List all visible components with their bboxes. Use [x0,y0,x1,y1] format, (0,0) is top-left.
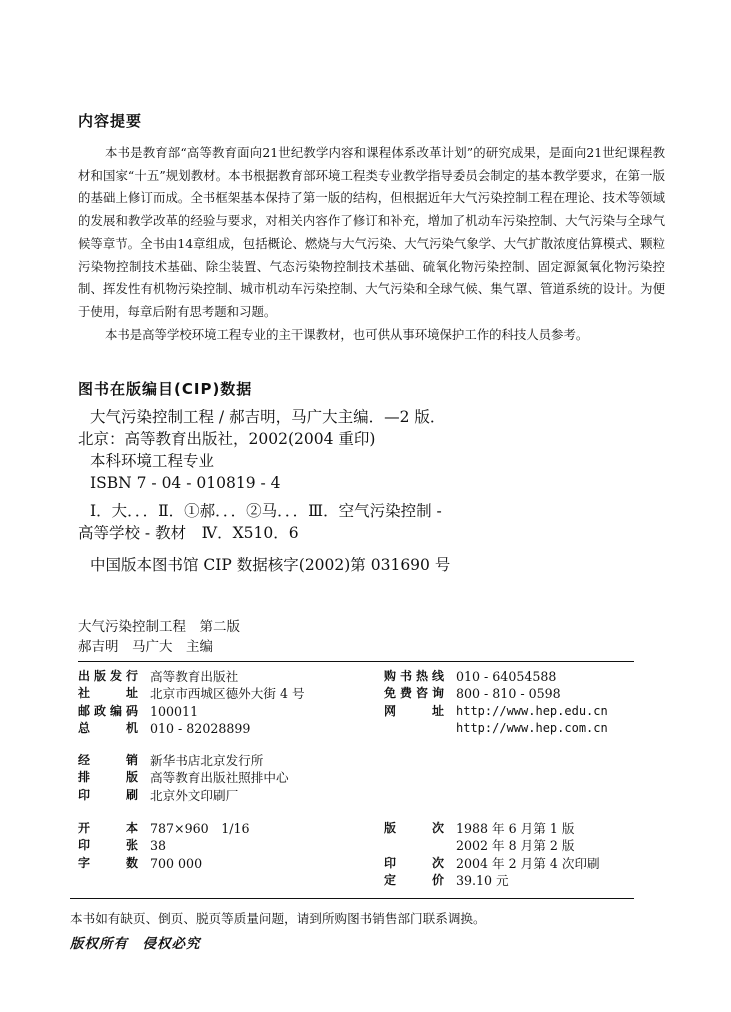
info-row: 排版 高等教育出版社照排中心 [78,770,289,786]
cip-line: 大气污染控制工程 / 郝吉明，马广大主编．—2 版． [90,408,446,426]
info-row: 定价 39.10 元 [384,872,509,888]
cip-line: 北京：高等教育出版社，2002(2004 重印) [78,430,376,448]
info-row [384,720,608,737]
contact-info [384,668,608,737]
book-title-block [78,617,240,657]
info-row: 印次 2004 年 2 月第 4 次印刷 [384,855,600,871]
summary-text [78,142,665,346]
edition-specs [384,820,600,889]
info-row: 免费咨询 800 - 810 - 0598 [384,686,561,702]
copyright-notice: 版权所有 侵权必究 [70,936,201,952]
info-row: 出版发行 高等教育出版社 [78,669,239,684]
website-link[interactable]: http://www.hep.com.cn [456,720,608,735]
format-specs [78,820,250,872]
book-editors: 郝吉明 马广大 主编 [78,639,213,655]
info-row: 社址 北京市西城区德外大街 4 号 [78,686,305,702]
cip-line: 高等学校 - 教材 Ⅳ．X510．6 [78,524,299,542]
website-link[interactable]: http://www.hep.edu.cn [456,703,608,718]
info-row: 版次 1988 年 6 月第 1 版 [384,821,575,836]
cip-record [78,406,510,494]
cip-line: ISBN 7 - 04 - 010819 - 4 [90,474,281,492]
info-row: 印刷 北京外文印刷厂 [78,787,239,803]
divider [70,898,634,899]
cip-classification [78,500,510,544]
info-row: 购书热线 010 - 64054588 [384,669,557,684]
publisher-info [78,668,305,737]
info-row: 网址 http://www.hep.edu.cn [384,703,608,720]
info-row: 印张 38 [78,838,167,854]
distribution-info [78,752,289,804]
info-row: 字数 700 000 [78,855,203,871]
cip-heading: 图书在版编目(CIP)数据 [78,380,253,398]
cip-line: 本科环境工程专业 [90,452,215,470]
cip-number: 中国版本图书馆 CIP 数据核字(2002)第 031690 号 [90,556,451,574]
cip-line: Ⅰ．大．．．Ⅱ．①郝．．．②马．．．Ⅲ．空气污染控制 - [90,502,442,520]
summary-paragraph-1: 本书是教育部“高等教育面向21世纪教学内容和课程体系改革计划”的研究成果，是面向21世纪课程教材和国家“十五”规划教材。本书根据教育部环境工程类专业教学指导委员会制定的基本教学要求，在第一版的基础上修订而成。全书框架基本保持了第一版的结构，但根据近年大气污染控制工程在理论、技术等领域的发展和教学改革的经验与要求，对相关内容作了修订和补充，增加了机动车污染控制、大气污染与全球气候等章节。全书由14章组成，包括概论、燃烧与大气污染、大气污染气象学、大气扩散浓度估算模式、颗粒污染物控制技术基础、除尘装置、气态污染物控制技术基础、硫氧化物污染控制、固定源氮氧化物污染控制、挥发性有机物污染控制、城市机动车污染控制、大气污染和全球气候、集气罩、管道系统的设计。为便于使用，每章后附有思考题和习题。 [78,145,665,319]
quality-notice: 本书如有缺页、倒页、脱页等质量问题，请到所购图书销售部门联系调换。 [70,911,486,926]
summary-heading: 内容提要 [78,112,143,130]
summary-paragraph-2: 本书是高等学校环境工程专业的主干课教材，也可供从事环境保护工作的科技人员参考。 [105,326,589,342]
info-row: 总机 010 - 82028899 [78,720,251,736]
info-row: 经销 新华书店北京发行所 [78,753,264,768]
info-row: 2002 年 8 月第 2 版 [456,838,575,854]
info-row: 开本 787×960 1/16 [78,821,250,836]
book-title: 大气污染控制工程 第二版 [78,619,240,635]
info-row: 邮政编码 100011 [78,703,199,719]
divider [78,661,634,662]
